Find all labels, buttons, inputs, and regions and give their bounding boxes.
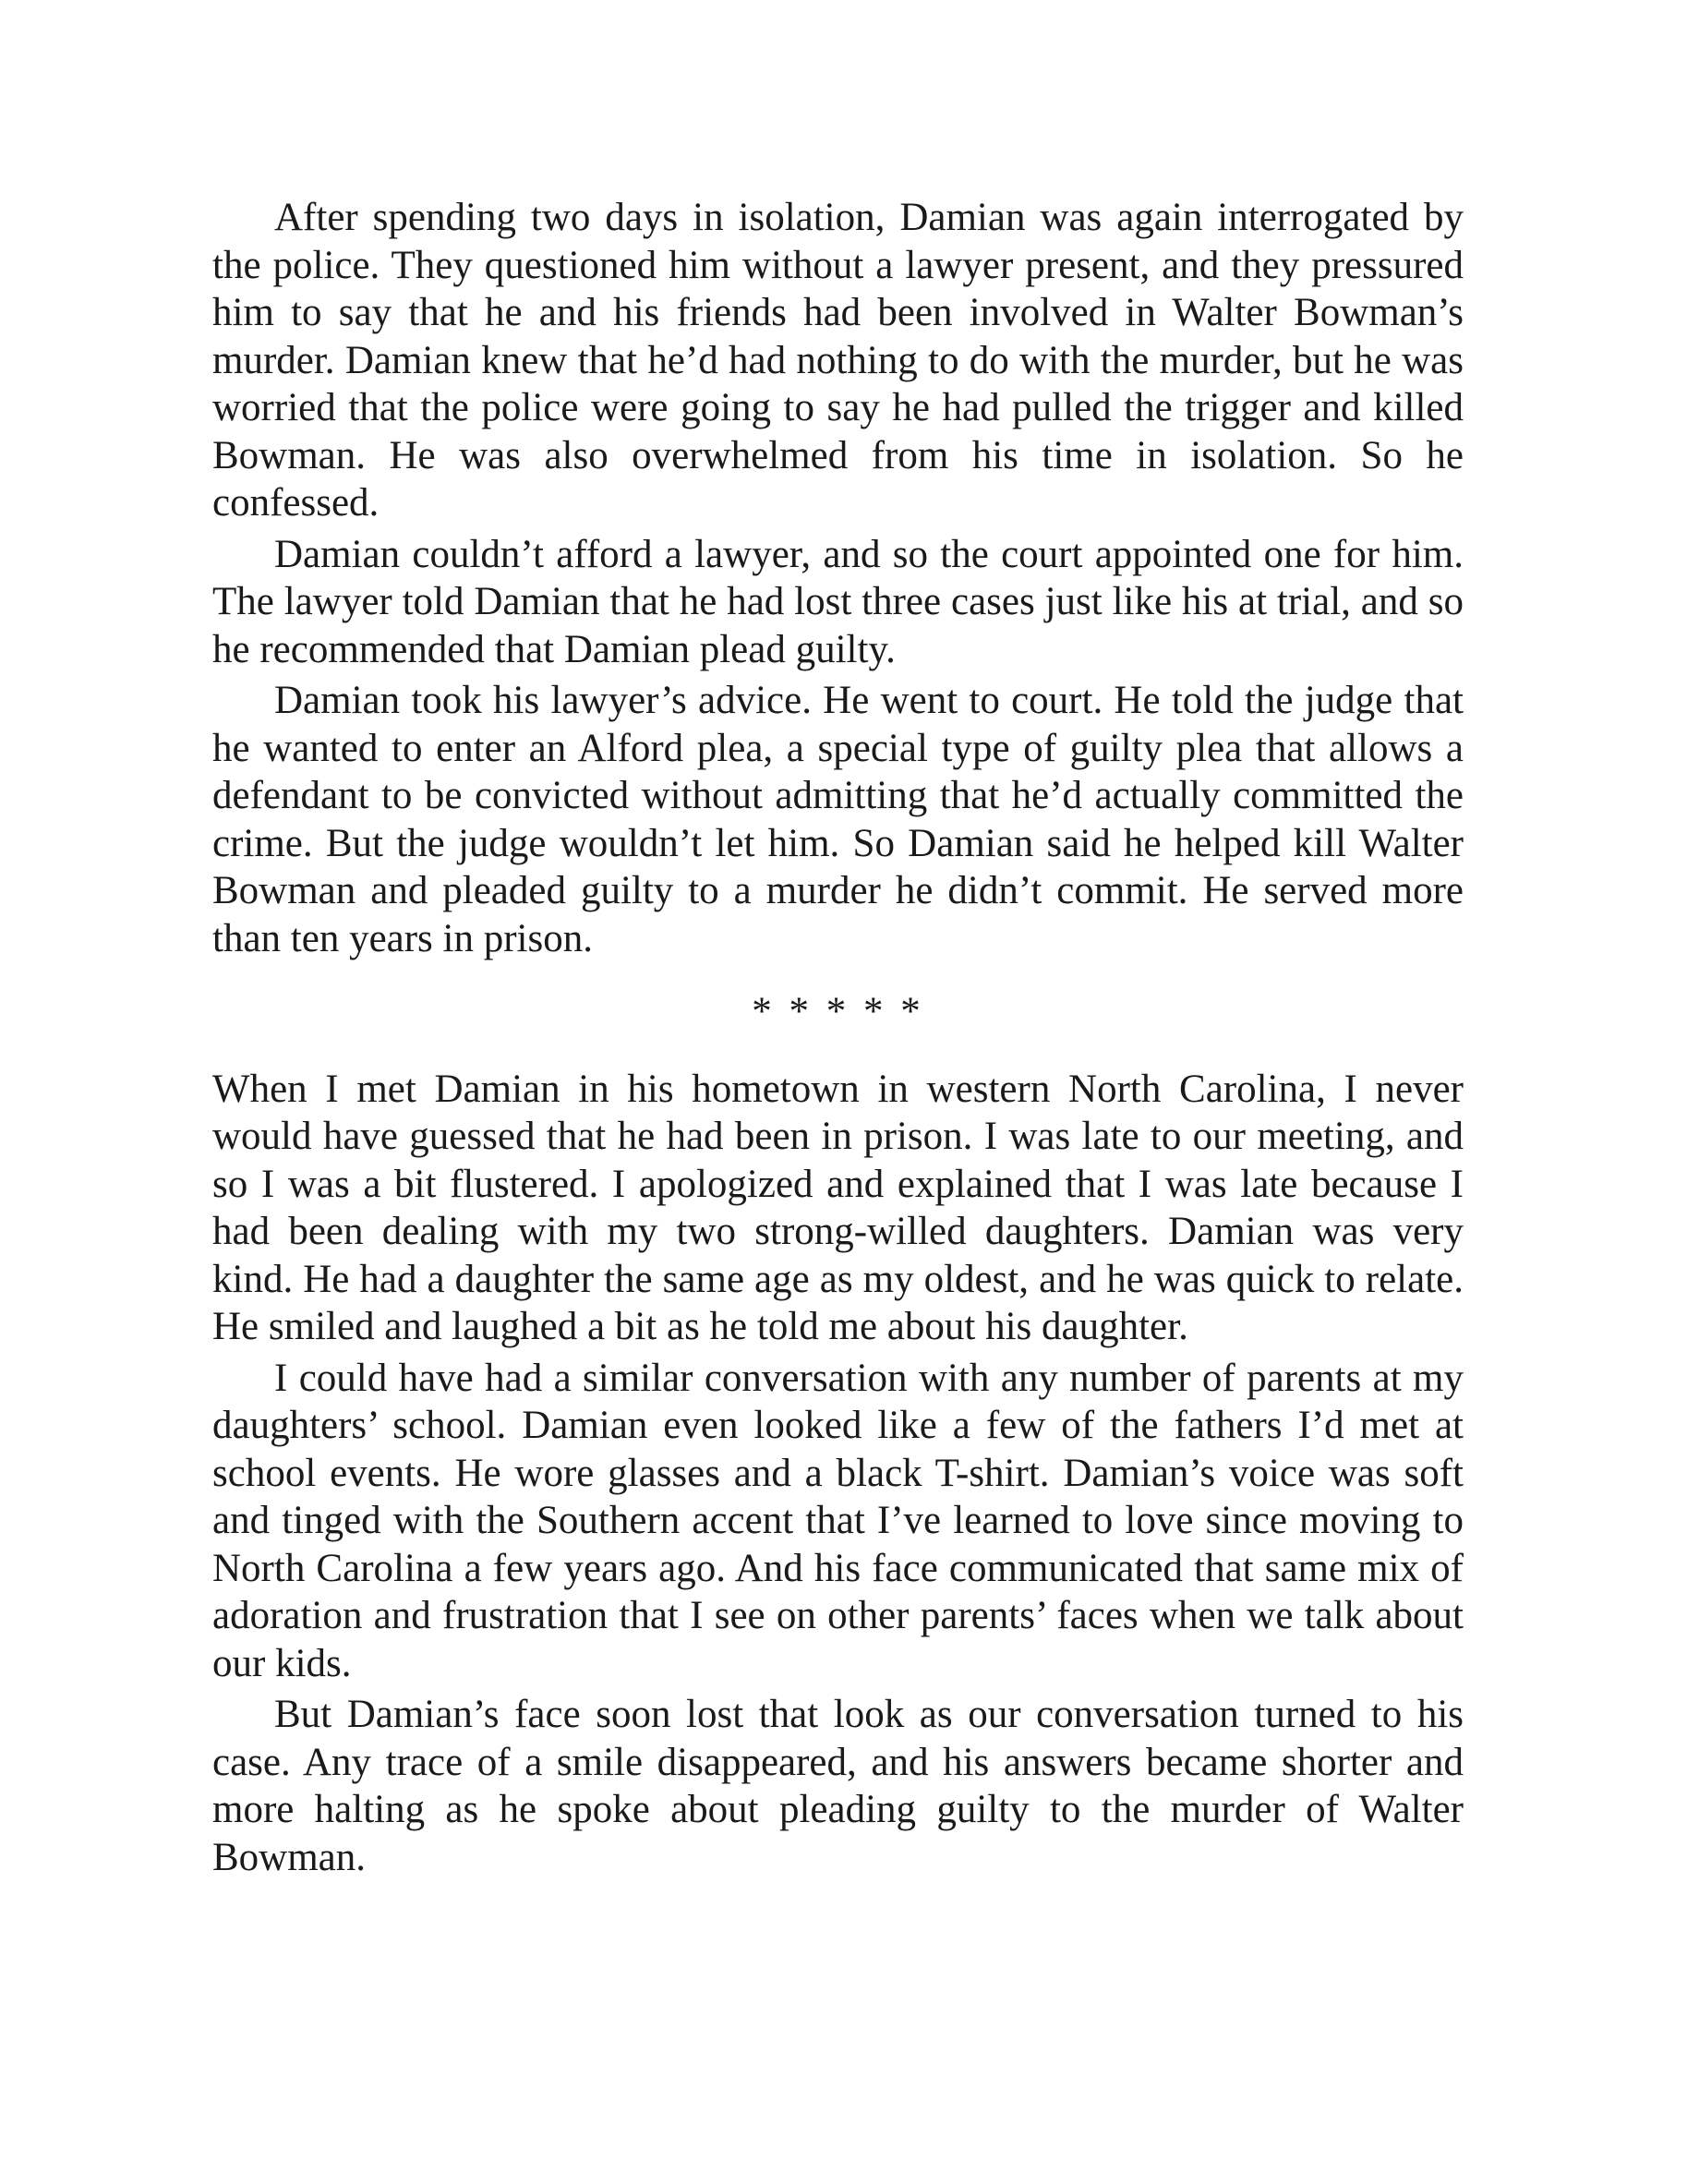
paragraph-meeting-damian: When I met Damian in his hometown in western North Carolina, I never would have guessed that he had been in prison. I was late to our meeting, and so I was a bit flustered. I apologized and explained that I was late because I had been dealing with my two strong-willed daughters. Damian was very kind. He had a daughter the same age as my oldest, and he was quick to relate. He smiled and laughed a bit as he told me about his daughter.: [212, 1067, 1464, 1348]
paragraph-isolation-confession: After spending two days in isolation, Damian was again interrogated by the police. They questioned him without a lawyer present, and they pressured him to say that he and his friends had been involved in Walter Bowman’s murder. Damian knew that he’d had nothing to do with the murder, but he was worried that the police were going to say he had pulled the trigger and killed Bowman. He was also overwhelmed from his time in isolation. So he confessed.: [212, 196, 1464, 525]
paragraph-court-appointed-lawyer: Damian couldn’t afford a lawyer, and so the court appointed one for him. The lawyer told Damian that he had lost three cases just like his at trial, and so he recommended that Damian plead guilty.: [212, 532, 1464, 671]
paragraph-alford-plea: Damian took his lawyer’s advice. He went to court. He told the judge that he wanted to enter an Alford plea, a special type of guilty plea that allows a defendant to be convicted without admitting that he’d actually committed the crime. But the judge wouldn’t let him. So Damian said he helped kill Walter Bowman and pleaded guilty to a murder he didn’t commit. He served more than ten years in prison.: [212, 679, 1464, 960]
paragraph-similar-conversation: I could have had a similar conversation with any number of parents at my daughters’ school. Damian even looked like a few of the fathers I’d met at school events. He wore glasses and a black T-shirt. Damian’s voice was soft and tinged with the Southern accent that I’ve learned to love since moving to North Carolina a few years ago. And his face communicated that same mix of adoration and frustration that I see on other parents’ faces when we talk about our kids.: [212, 1356, 1464, 1685]
section-break: * * * * *: [752, 990, 924, 1033]
paragraph-case-discussion: But Damian’s face soon lost that look as our conversation turned to his case. Any trace of a smile disappeared, and his answers became shorter and more halting as he spoke about pleading guilty to the murder of Walter Bowman.: [212, 1693, 1464, 1879]
document-page: [212, 194, 1464, 1885]
